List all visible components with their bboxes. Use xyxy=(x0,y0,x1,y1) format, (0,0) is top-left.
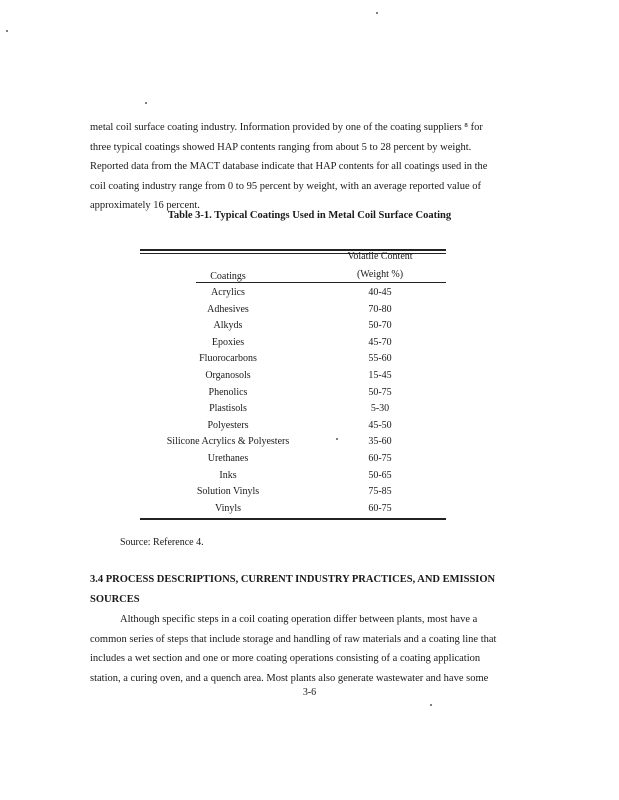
table-row xyxy=(140,318,446,335)
intro-paragraph xyxy=(90,118,490,216)
volatile-content: 40-45 xyxy=(368,287,392,298)
volatile-content: 50-65 xyxy=(368,469,392,481)
table-row xyxy=(140,368,446,385)
intro-line: approximately 16 percent. xyxy=(90,200,200,211)
section-body-line: Although specific steps in a coil coating operation differ between plants, most have a xyxy=(120,614,478,625)
scan-speck xyxy=(145,102,147,104)
page-number: 3-6 xyxy=(302,687,317,698)
intro-line: coil coating industry range from 0 to 95 percent by weight, with an average reported value of xyxy=(90,180,481,192)
section-heading xyxy=(90,570,500,610)
coating-name: Polyesters xyxy=(207,419,249,431)
volatile-content: 60-75 xyxy=(368,502,392,514)
table-row xyxy=(140,401,446,418)
section-body-line: common series of steps that include storage and handling of raw materials and a coating line that xyxy=(90,633,497,645)
column-header-coatings: Coatings xyxy=(210,271,246,282)
scan-speck xyxy=(430,704,432,706)
section-body-paragraph xyxy=(90,610,500,688)
volatile-content: 35-60 xyxy=(368,436,392,448)
coating-name: Alkyds xyxy=(213,320,243,332)
section-heading-line: 3.4 PROCESS DESCRIPTIONS, CURRENT INDUSTRY PRACTICES, AND EMISSION xyxy=(90,574,496,585)
volatile-content: 5-30 xyxy=(370,403,390,415)
table-row xyxy=(140,351,446,368)
coating-name: Vinyls xyxy=(214,502,242,514)
coating-name: Acrylics xyxy=(211,287,245,298)
table-row xyxy=(140,335,446,352)
intro-line: Reported data from the MACT database indicate that HAP contents for all coatings used in the xyxy=(90,161,488,172)
coating-name: Inks xyxy=(219,469,237,481)
scan-speck xyxy=(376,12,378,14)
table-row xyxy=(140,302,446,319)
coating-name: Epoxies xyxy=(211,336,245,348)
volatile-content: 75-85 xyxy=(368,486,392,498)
coating-name: Plastisols xyxy=(209,403,247,415)
volatile-content: 45-70 xyxy=(368,336,392,348)
coating-name: Silicone Acrylics & Polyesters xyxy=(166,436,290,448)
section-body-line: station, a curing oven, and a quench area. Most plants also generate wastewater and have some xyxy=(90,672,489,684)
table-header-rule xyxy=(196,282,446,283)
coating-name: Fluorocarbons xyxy=(199,353,257,365)
table-row xyxy=(140,468,446,485)
volatile-content: 55-60 xyxy=(368,353,392,365)
section-body-line: includes a wet section and one or more coating operations consisting of a coating application xyxy=(90,653,481,664)
table-row xyxy=(140,451,446,468)
coating-name: Urethanes xyxy=(207,453,249,464)
table-row xyxy=(140,484,446,501)
intro-line: metal coil surface coating industry. Information provided by one of the coating suppliers ⁸ for xyxy=(90,122,483,133)
table-row xyxy=(140,418,446,435)
volatile-content: 45-50 xyxy=(368,419,392,431)
volatile-content: 50-70 xyxy=(368,320,392,332)
table-row xyxy=(140,385,446,402)
table-source-note: Source: Reference 4. xyxy=(120,537,204,548)
coating-name: Adhesives xyxy=(207,303,249,315)
coating-name: Solution Vinyls xyxy=(196,486,260,498)
coating-name: Phenolics xyxy=(208,386,248,398)
table-row xyxy=(140,501,446,518)
table-bottom-rule xyxy=(140,518,446,520)
table-title: Table 3-1. Typical Coatings Used in Metal Coil Surface Coating xyxy=(167,210,452,221)
intro-line: three typical coatings showed HAP contents ranging from about 5 to 28 percent by weight. xyxy=(90,141,472,153)
volatile-content: 60-75 xyxy=(368,453,392,464)
column-header-volatile-line2: (Weight %) xyxy=(356,269,404,280)
column-header-volatile-line1: Volatile Content xyxy=(347,251,413,262)
section-heading-line: SOURCES xyxy=(90,594,140,605)
coating-name: Organosols xyxy=(205,370,251,381)
volatile-content: 70-80 xyxy=(368,303,392,315)
table-row xyxy=(140,434,446,451)
volatile-content: 15-45 xyxy=(368,370,392,381)
scan-speck xyxy=(6,30,8,32)
table-row xyxy=(140,285,446,302)
volatile-content: 50-75 xyxy=(368,386,392,398)
